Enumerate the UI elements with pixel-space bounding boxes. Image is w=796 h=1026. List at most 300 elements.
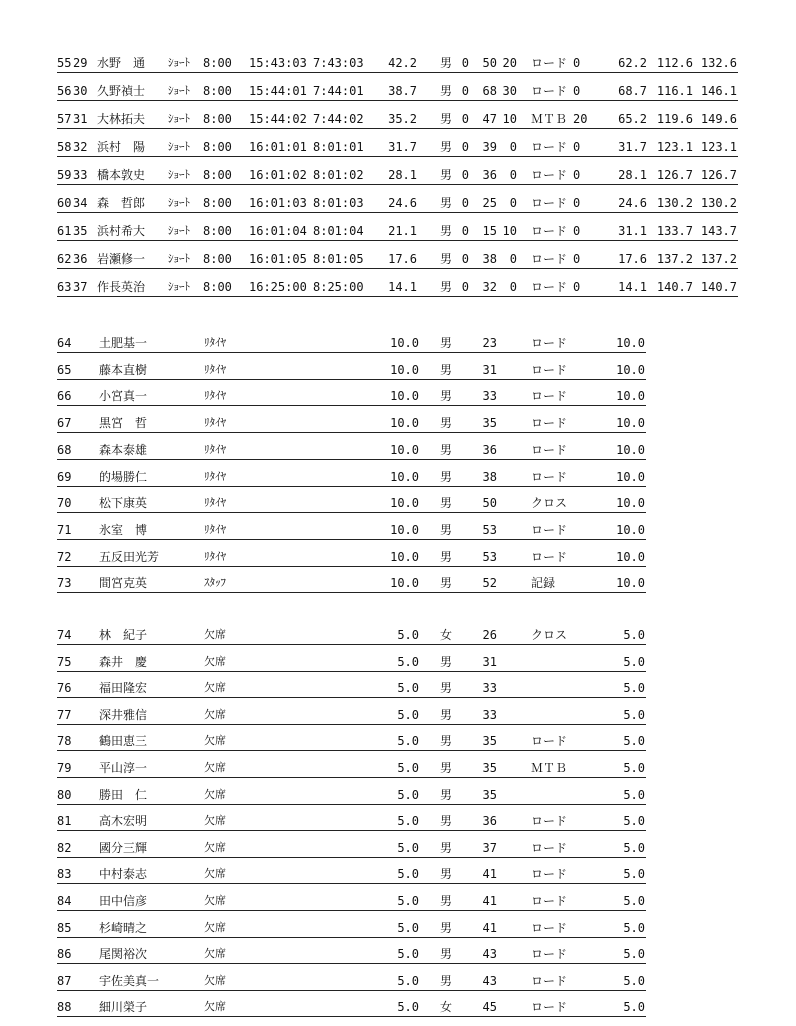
- cell-no: 82: [57, 840, 72, 855]
- cell-status: ﾘﾀｲﾔ: [204, 469, 226, 483]
- cell-name: 細川榮子: [99, 1000, 148, 1015]
- cell-status: ﾘﾀｲﾔ: [204, 416, 226, 430]
- cell-bike: クロス: [531, 628, 568, 642]
- cell-age: 41: [482, 920, 497, 935]
- cell-pts: 5.0: [623, 681, 645, 696]
- cell-elapsed: 7:44:01: [313, 84, 364, 98]
- cell-elapsed: 7:43:03: [313, 56, 364, 70]
- cell-bike: ロード: [531, 224, 568, 238]
- cell-sex: 男: [440, 168, 453, 182]
- cell-start: 8:00: [203, 168, 232, 182]
- cell-category: ｼｮｰﾄ: [168, 140, 190, 153]
- cell-total2: 137.2: [700, 252, 737, 266]
- cell-finish: 15:44:01: [249, 84, 307, 98]
- cell-bike: ロード: [531, 416, 568, 431]
- table-row: [57, 838, 646, 858]
- table-row: [57, 137, 738, 157]
- cell-sex: 男: [440, 496, 453, 511]
- table-row: [57, 520, 646, 540]
- cell-name: 尾関裕次: [99, 947, 148, 962]
- cell-age: 36: [482, 814, 497, 829]
- cell-bike: ロード: [531, 1000, 568, 1015]
- cell-pts: 28.1: [618, 168, 647, 182]
- cell-age: 52: [482, 576, 497, 591]
- cell-age: 50: [482, 496, 497, 511]
- cell-bike: ロード: [531, 549, 568, 564]
- cell-sex: 男: [440, 252, 453, 266]
- cell-bike: ロード: [531, 362, 568, 377]
- table-row: [57, 918, 646, 938]
- cell-pts: 10.0: [616, 576, 645, 591]
- cell-age: 38: [482, 469, 497, 484]
- row-underline: [57, 156, 738, 157]
- cell-score: 10.0: [390, 496, 419, 511]
- cell-no: 70: [57, 496, 72, 511]
- cell-sex: 女: [440, 628, 453, 642]
- cell-elapsed: 8:01:04: [313, 224, 364, 238]
- cell-bike: ロード: [531, 734, 568, 749]
- cell-pts: 10.0: [616, 442, 645, 457]
- row-underline: [57, 777, 646, 778]
- cell-name: 的場勝仁: [99, 469, 148, 484]
- cell-pts: 5.0: [623, 840, 645, 855]
- cell-total: 119.6: [656, 112, 693, 126]
- cell-no: 78: [57, 734, 72, 749]
- cell-status: ﾘﾀｲﾔ: [204, 549, 226, 563]
- cell-total2: 130.2: [700, 196, 737, 210]
- cell-sex: 男: [440, 469, 453, 484]
- row-underline: [57, 937, 646, 938]
- cell-sex: 男: [440, 947, 453, 962]
- cell-no: 59: [57, 168, 72, 182]
- cell-total: 126.7: [656, 168, 693, 182]
- cell-name: 宇佐美真一: [99, 973, 160, 988]
- cell-score: 10.0: [390, 389, 419, 404]
- cell-name: 杉崎晴之: [99, 920, 148, 935]
- cell-pts: 10.0: [616, 469, 645, 484]
- cell-no: 76: [57, 681, 72, 696]
- cell-score: 10.0: [390, 522, 419, 537]
- cell-elapsed: 8:01:01: [313, 140, 364, 154]
- cell-bib: 36: [73, 252, 88, 266]
- table-row: [57, 277, 738, 297]
- cell-age: 53: [482, 522, 497, 537]
- row-underline: [57, 566, 646, 567]
- table-row: [57, 81, 738, 101]
- cell-pts: 10.0: [616, 416, 645, 431]
- cell-sex: 男: [440, 707, 453, 722]
- row-underline: [57, 72, 738, 73]
- cell-sex: 男: [440, 734, 453, 749]
- cell-bonus: 0: [509, 280, 517, 294]
- cell-score: 10.0: [390, 576, 419, 591]
- cell-name: 林 紀子: [99, 628, 148, 642]
- cell-pts: 10.0: [616, 549, 645, 564]
- cell-name: 田中信彦: [99, 894, 148, 908]
- cell-bike-pt: 0: [573, 140, 581, 154]
- cell-name: 久野禎士: [97, 84, 146, 98]
- cell-total: 116.1: [656, 84, 693, 98]
- cell-bike: ロード: [531, 442, 568, 457]
- cell-status: 欠席: [204, 814, 226, 828]
- cell-no: 84: [57, 894, 72, 908]
- cell-score: 5.0: [397, 654, 419, 669]
- cell-bonus: 0: [509, 140, 517, 154]
- cell-sex: 男: [440, 894, 453, 908]
- cell-sex: 男: [440, 196, 453, 210]
- cell-name: 森 哲郎: [97, 196, 146, 210]
- cell-score: 35.2: [388, 112, 417, 126]
- cell-age: 15: [482, 224, 497, 238]
- cell-total2: 146.1: [700, 84, 737, 98]
- cell-no: 86: [57, 947, 72, 962]
- cell-sex: 男: [440, 522, 453, 537]
- cell-total2: 149.6: [700, 112, 737, 126]
- cell-bike: ロード: [531, 280, 568, 294]
- cell-pts: 5.0: [623, 1000, 645, 1015]
- cell-category: ｼｮｰﾄ: [168, 196, 190, 209]
- table-row: [57, 493, 646, 513]
- cell-finish: 16:01:01: [249, 140, 307, 154]
- cell-age: 35: [482, 416, 497, 431]
- cell-f1: 0: [461, 196, 469, 210]
- cell-pts: 10.0: [616, 496, 645, 511]
- cell-status: ｽﾀｯﾌ: [204, 576, 226, 590]
- cell-score: 5.0: [397, 761, 419, 775]
- row-underline: [57, 883, 646, 884]
- cell-age: 37: [482, 840, 497, 855]
- cell-score: 10.0: [390, 442, 419, 457]
- cell-start: 8:00: [203, 224, 232, 238]
- cell-bike: ロード: [531, 196, 568, 210]
- cell-bike: ロード: [531, 469, 568, 484]
- cell-score: 10.0: [390, 549, 419, 564]
- cell-no: 74: [57, 628, 72, 642]
- cell-score: 5.0: [397, 734, 419, 749]
- cell-age: 38: [482, 252, 497, 266]
- cell-score: 5.0: [397, 947, 419, 962]
- row-underline: [57, 990, 646, 991]
- cell-bike-pt: 0: [573, 56, 581, 70]
- table-row: [57, 440, 646, 460]
- cell-bike: ロード: [531, 252, 568, 266]
- row-underline: [57, 379, 646, 380]
- cell-sex: 男: [440, 280, 453, 294]
- cell-name: 氷室 博: [99, 522, 148, 537]
- cell-age: 39: [482, 140, 497, 154]
- cell-score: 38.7: [388, 84, 417, 98]
- cell-status: ﾘﾀｲﾔ: [204, 336, 226, 349]
- cell-elapsed: 8:01:05: [313, 252, 364, 266]
- row-underline: [57, 857, 646, 858]
- cell-bike-pt: 0: [573, 280, 581, 294]
- cell-status: 欠席: [204, 628, 226, 641]
- cell-name: 森井 慶: [99, 654, 148, 669]
- cell-score: 10.0: [390, 416, 419, 431]
- cell-pts: 31.1: [618, 224, 647, 238]
- cell-score: 5.0: [397, 707, 419, 722]
- cell-total2: 123.1: [700, 140, 737, 154]
- cell-bike: ロード: [531, 389, 568, 404]
- cell-name: 鶴田恵三: [99, 734, 148, 749]
- cell-status: 欠席: [204, 973, 226, 987]
- row-underline: [57, 697, 646, 698]
- cell-name: 水野 通: [97, 56, 146, 70]
- cell-sex: 男: [440, 654, 453, 669]
- cell-score: 5.0: [397, 894, 419, 908]
- cell-sex: 男: [440, 416, 453, 431]
- row-underline: [57, 539, 646, 540]
- cell-start: 8:00: [203, 140, 232, 154]
- cell-sex: 男: [440, 389, 453, 404]
- cell-f1: 0: [461, 140, 469, 154]
- row-underline: [57, 804, 646, 805]
- cell-score: 5.0: [397, 867, 419, 882]
- cell-total: 137.2: [656, 252, 693, 266]
- cell-pts: 5.0: [623, 654, 645, 669]
- cell-bike-pt: 0: [573, 196, 581, 210]
- cell-pts: 5.0: [623, 894, 645, 908]
- cell-age: 32: [482, 280, 497, 294]
- cell-sex: 男: [440, 576, 453, 591]
- cell-name: 浜村希大: [97, 224, 146, 238]
- cell-sex: 男: [440, 140, 453, 154]
- cell-sex: 男: [440, 84, 453, 98]
- row-underline: [57, 724, 646, 725]
- cell-bike: ロード: [531, 840, 568, 855]
- cell-no: 69: [57, 469, 72, 484]
- cell-no: 56: [57, 84, 72, 98]
- cell-pts: 65.2: [618, 112, 647, 126]
- row-underline: [57, 1016, 646, 1017]
- cell-total: 130.2: [656, 196, 693, 210]
- row-underline: [57, 486, 646, 487]
- cell-pts: 10.0: [616, 389, 645, 404]
- cell-pts: 5.0: [623, 761, 645, 775]
- cell-age: 33: [482, 681, 497, 696]
- cell-status: 欠席: [204, 867, 226, 881]
- cell-score: 28.1: [388, 168, 417, 182]
- cell-no: 62: [57, 252, 72, 266]
- row-underline: [57, 184, 738, 185]
- table-row: [57, 333, 646, 353]
- cell-pts: 10.0: [616, 336, 645, 350]
- cell-total: 112.6: [656, 56, 693, 70]
- table-row: [57, 864, 646, 884]
- row-underline: [57, 750, 646, 751]
- cell-category: ｼｮｰﾄ: [168, 84, 190, 97]
- cell-pts: 17.6: [618, 252, 647, 266]
- cell-status: 欠席: [204, 681, 226, 695]
- cell-status: 欠席: [204, 1000, 226, 1014]
- cell-age: 23: [482, 336, 497, 350]
- cell-pts: 5.0: [623, 920, 645, 935]
- cell-sex: 男: [440, 761, 453, 775]
- cell-pts: 5.0: [623, 973, 645, 988]
- cell-no: 55: [57, 56, 72, 70]
- cell-f1: 0: [461, 224, 469, 238]
- cell-no: 88: [57, 1000, 72, 1015]
- cell-finish: 16:01:04: [249, 224, 307, 238]
- table-row: [57, 971, 646, 991]
- table-row: [57, 731, 646, 751]
- table-row: [57, 221, 738, 241]
- cell-f1: 0: [461, 280, 469, 294]
- cell-no: 60: [57, 196, 72, 210]
- cell-pts: 10.0: [616, 362, 645, 377]
- cell-score: 24.6: [388, 196, 417, 210]
- cell-category: ｼｮｰﾄ: [168, 168, 190, 181]
- cell-bike: ロード: [531, 140, 568, 154]
- cell-name: 深井雅信: [99, 707, 148, 722]
- cell-score: 5.0: [397, 681, 419, 696]
- table-row: [57, 811, 646, 831]
- table-row: [57, 413, 646, 433]
- row-underline: [57, 830, 646, 831]
- cell-bonus: 0: [509, 196, 517, 210]
- cell-sex: 男: [440, 112, 453, 126]
- row-underline: [57, 240, 738, 241]
- cell-age: 41: [482, 867, 497, 882]
- cell-bike-pt: 0: [573, 168, 581, 182]
- cell-score: 17.6: [388, 252, 417, 266]
- cell-bike: ロード: [531, 814, 568, 829]
- row-underline: [57, 268, 738, 269]
- cell-score: 10.0: [390, 362, 419, 377]
- cell-age: 31: [482, 362, 497, 377]
- cell-f1: 0: [461, 168, 469, 182]
- table-row: [57, 53, 738, 73]
- cell-name: 小宮真一: [99, 389, 148, 404]
- cell-no: 72: [57, 549, 72, 564]
- cell-pts: 5.0: [623, 867, 645, 882]
- cell-bike-pt: 0: [573, 84, 581, 98]
- cell-sex: 男: [440, 442, 453, 457]
- cell-bike: クロス: [531, 496, 568, 511]
- cell-total2: 126.7: [700, 168, 737, 182]
- cell-score: 31.7: [388, 140, 417, 154]
- cell-name: 間宮克英: [99, 576, 148, 591]
- cell-finish: 16:25:00: [249, 280, 307, 294]
- cell-f1: 0: [461, 252, 469, 266]
- cell-name: 國分三輝: [99, 840, 148, 855]
- table-row: [57, 547, 646, 567]
- table-row: [57, 249, 738, 269]
- cell-name: 橋本敦史: [97, 168, 146, 182]
- cell-age: 35: [482, 761, 497, 775]
- cell-pts: 10.0: [616, 522, 645, 537]
- cell-status: 欠席: [204, 707, 226, 721]
- cell-no: 65: [57, 362, 72, 377]
- cell-age: 26: [482, 628, 497, 642]
- cell-status: 欠席: [204, 787, 226, 801]
- cell-status: 欠席: [204, 920, 226, 934]
- cell-name: 岩瀬修一: [97, 252, 146, 266]
- cell-category: ｼｮｰﾄ: [168, 252, 190, 265]
- cell-sex: 男: [440, 814, 453, 829]
- row-underline: [57, 963, 646, 964]
- cell-total2: 132.6: [700, 56, 737, 70]
- cell-name: 作長英治: [97, 280, 146, 294]
- cell-status: ﾘﾀｲﾔ: [204, 522, 226, 536]
- cell-total: 123.1: [656, 140, 693, 154]
- cell-status: 欠席: [204, 734, 226, 748]
- cell-start: 8:00: [203, 252, 232, 266]
- cell-sex: 男: [440, 840, 453, 855]
- cell-pts: 5.0: [623, 814, 645, 829]
- cell-age: 31: [482, 654, 497, 669]
- cell-total: 140.7: [656, 280, 693, 294]
- row-underline: [57, 296, 738, 297]
- cell-bike-pt: 0: [573, 252, 581, 266]
- cell-no: 64: [57, 336, 72, 350]
- cell-status: 欠席: [204, 761, 226, 774]
- cell-no: 58: [57, 140, 72, 154]
- cell-score: 5.0: [397, 840, 419, 855]
- cell-bonus: 10: [502, 224, 517, 238]
- table-row: [57, 785, 646, 805]
- cell-finish: 15:43:03: [249, 56, 307, 70]
- cell-no: 67: [57, 416, 72, 431]
- cell-f1: 0: [461, 84, 469, 98]
- cell-bike: ロード: [531, 336, 568, 350]
- cell-bike: ＭＴＢ: [531, 761, 568, 775]
- cell-elapsed: 8:01:02: [313, 168, 364, 182]
- cell-score: 5.0: [397, 920, 419, 935]
- cell-score: 42.2: [388, 56, 417, 70]
- cell-no: 66: [57, 389, 72, 404]
- cell-pts: 5.0: [623, 707, 645, 722]
- cell-finish: 15:44:02: [249, 112, 307, 126]
- table-row: [57, 165, 738, 185]
- cell-status: ﾘﾀｲﾔ: [204, 389, 226, 403]
- table-row: [57, 891, 646, 911]
- cell-name: 五反田光芳: [99, 549, 160, 564]
- cell-pts: 62.2: [618, 56, 647, 70]
- table-row: [57, 652, 646, 672]
- cell-start: 8:00: [203, 280, 232, 294]
- cell-bib: 33: [73, 168, 88, 182]
- row-underline: [57, 212, 738, 213]
- cell-f1: 0: [461, 112, 469, 126]
- cell-bike: ロード: [531, 56, 568, 70]
- cell-bike: ロード: [531, 894, 568, 908]
- row-underline: [57, 128, 738, 129]
- cell-no: 61: [57, 224, 72, 238]
- cell-age: 53: [482, 549, 497, 564]
- cell-age: 50: [482, 56, 497, 70]
- row-underline: [57, 432, 646, 433]
- cell-bib: 29: [73, 56, 88, 70]
- cell-pts: 24.6: [618, 196, 647, 210]
- cell-age: 41: [482, 894, 497, 908]
- table-row: [57, 997, 646, 1017]
- cell-no: 63: [57, 280, 72, 294]
- cell-name: 中村泰志: [99, 867, 148, 882]
- cell-no: 85: [57, 920, 72, 935]
- cell-total2: 143.7: [700, 224, 737, 238]
- cell-no: 81: [57, 814, 72, 829]
- cell-bonus: 30: [502, 84, 517, 98]
- cell-name: 浜村 陽: [97, 140, 146, 154]
- cell-bib: 32: [73, 140, 88, 154]
- table-row: [57, 193, 738, 213]
- row-underline: [57, 100, 738, 101]
- cell-name: 藤本直樹: [99, 362, 148, 377]
- cell-status: 欠席: [204, 894, 226, 907]
- cell-category: ｼｮｰﾄ: [168, 280, 190, 293]
- cell-sex: 男: [440, 224, 453, 238]
